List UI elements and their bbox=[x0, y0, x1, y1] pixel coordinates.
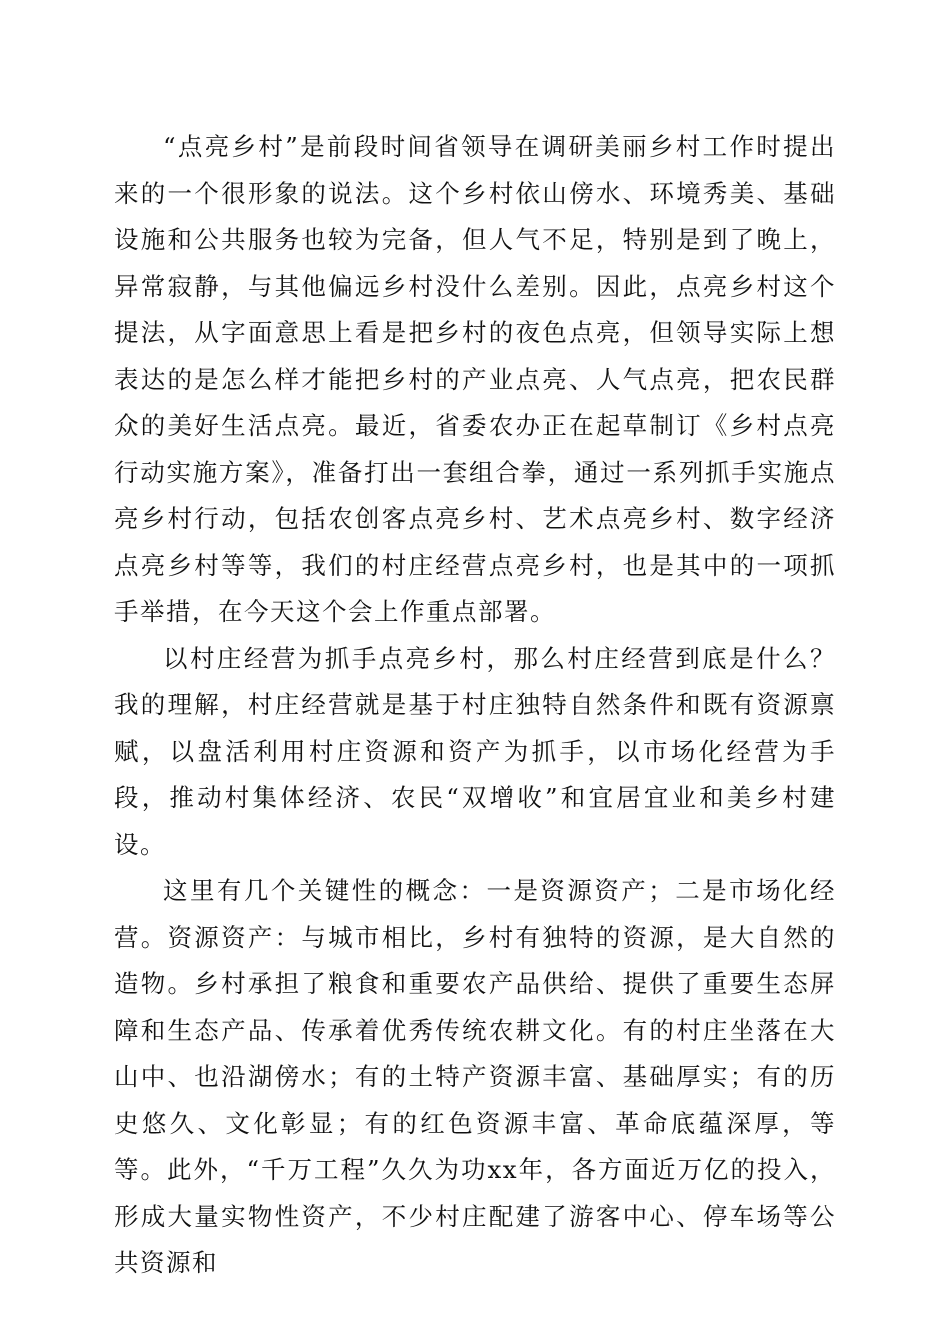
paragraph-2: 以村庄经营为抓手点亮乡村，那么村庄经营到底是什么？我的理解，村庄经营就是基于村庄独特自然条件和既有资源禀赋，以盘活利用村庄资源和资产为抓手，以市场化经营为手段，推动村集体经济、农民“双增收”和宜居宜业和美乡村建设。 bbox=[114, 643, 836, 859]
document-body bbox=[114, 124, 836, 1287]
paragraph-3: 这里有几个关键性的概念：一是资源资产；二是市场化经营。资源资产：与城市相比，乡村有独特的资源，是大自然的造物。乡村承担了粮食和重要农产品供给、提供了重要生态屏障和生态产品、传承着优秀传统农耕文化。有的村庄坐落在大山中、也沿湖傍水；有的土特产资源丰富、基础厚实；有的历史悠久、文化彰显；有的红色资源丰富、革命底蕴深厚，等等。此外，“千万工程”久久为功xx年，各方面近万亿的投入，形成大量实物性资产，不少村庄配建了游客中心、停车场等公共资源和 bbox=[114, 876, 836, 1277]
paragraph-1: “点亮乡村”是前段时间省领导在调研美丽乡村工作时提出来的一个很形象的说法。这个乡村依山傍水、环境秀美、基础设施和公共服务也较为完备，但人气不足，特别是到了晚上，异常寂静，与其他偏远乡村没什么差别。因此，点亮乡村这个提法，从字面意思上看是把乡村的夜色点亮，但领导实际上想表达的是怎么样才能把乡村的产业点亮、人气点亮，把农民群众的美好生活点亮。最近，省委农办正在起草制订《乡村点亮行动实施方案》，准备打出一套组合拳，通过一系列抓手实施点亮乡村行动，包括农创客点亮乡村、艺术点亮乡村、数字经济点亮乡村等等，我们的村庄经营点亮乡村，也是其中的一项抓手举措，在今天这个会上作重点部署。 bbox=[114, 132, 836, 626]
